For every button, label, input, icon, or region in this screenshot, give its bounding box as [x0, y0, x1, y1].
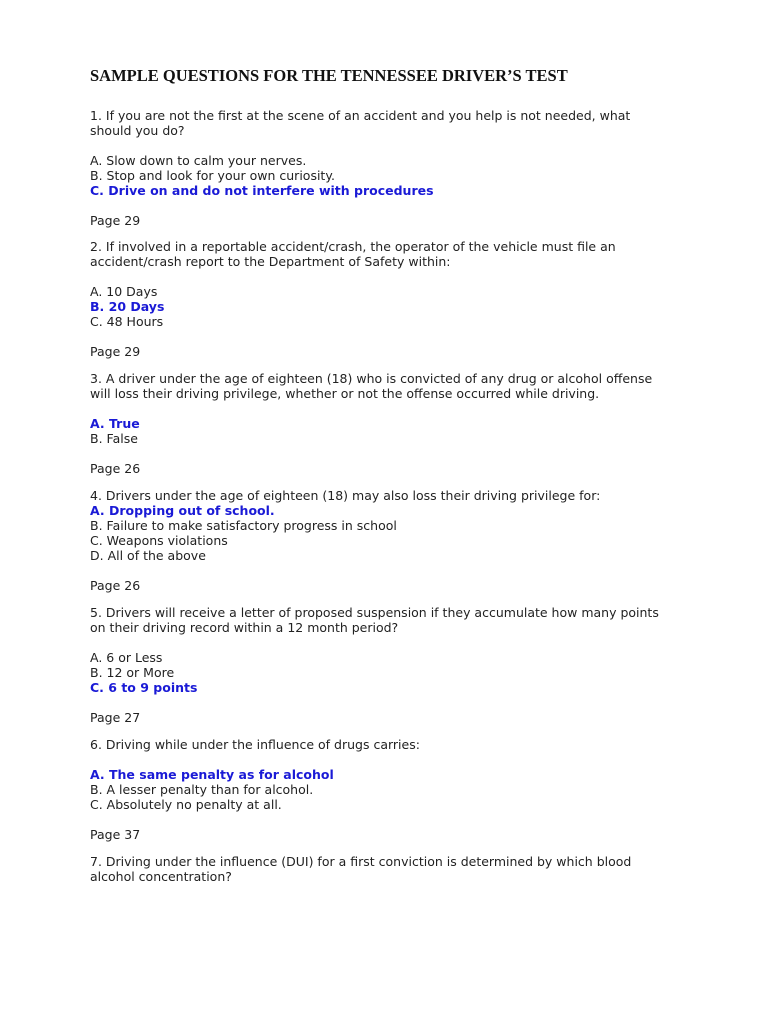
page-reference: Page 29: [90, 344, 141, 359]
question-text-line: 5. Drivers will receive a letter of proposed suspension if they accumulate how many points: [90, 605, 659, 620]
question-3: [90, 371, 653, 476]
question-text-line: 2. If involved in a reportable accident/crash, the operator of the vehicle must file an: [90, 239, 616, 254]
question-text-line: should you do?: [90, 123, 185, 138]
question-text-line: 3. A driver under the age of eighteen (18) who is convicted of any drug or alcohol offense: [90, 371, 653, 386]
correct-answer-option: C. Drive on and do not interfere with procedures: [90, 183, 434, 198]
correct-answer-option: A. True: [90, 416, 140, 431]
question-text-line: will loss their driving privilege, whether or not the offense occurred while driving.: [90, 386, 600, 401]
answer-option: D. All of the above: [90, 548, 206, 563]
question-7: [90, 854, 650, 884]
correct-answer-option: A. The same penalty as for alcohol: [90, 767, 334, 782]
answer-option: A. Slow down to calm your nerves.: [90, 153, 307, 168]
answer-option: A. 6 or Less: [90, 650, 163, 665]
question-text-line: accident/crash report to the Department of Safety within:: [90, 254, 451, 269]
answer-option: C. 48 Hours: [90, 314, 164, 329]
answer-option: B. Stop and look for your own curiosity.: [90, 168, 335, 183]
question-text-line: on their driving record within a 12 month period?: [90, 620, 399, 635]
page-reference: Page 37: [90, 827, 141, 842]
answer-option: B. 12 or More: [90, 665, 175, 680]
question-text-line: 7. Driving under the influence (DUI) for a first conviction is determined by which blood: [90, 854, 632, 869]
answer-option: B. False: [90, 431, 138, 446]
correct-answer-option: C. 6 to 9 points: [90, 680, 198, 695]
page-reference: Page 29: [90, 213, 141, 228]
question-text-line: 1. If you are not the first at the scene of an accident and you help is not needed, what: [90, 108, 631, 123]
answer-option: B. A lesser penalty than for alcohol.: [90, 782, 314, 797]
correct-answer-option: B. 20 Days: [90, 299, 165, 314]
question-text-line: 6. Driving while under the influence of drugs carries:: [90, 737, 420, 752]
page-reference: Page 26: [90, 578, 141, 593]
answer-option: C. Absolutely no penalty at all.: [90, 797, 282, 812]
question-2: [90, 239, 650, 359]
question-6: [90, 737, 650, 842]
correct-answer-option: A. Dropping out of school.: [90, 503, 275, 518]
question-4: [90, 488, 650, 593]
question-text-line: 4. Drivers under the age of eighteen (18) may also loss their driving privilege for:: [90, 488, 601, 503]
question-text-line: alcohol concentration?: [90, 869, 232, 884]
question-1: [90, 108, 650, 228]
page-title: SAMPLE QUESTIONS FOR THE TENNESSEE DRIVER’S TEST: [90, 66, 568, 85]
answer-option: C. Weapons violations: [90, 533, 228, 548]
answer-option: B. Failure to make satisfactory progress in school: [90, 518, 397, 533]
answer-option: A. 10 Days: [90, 284, 158, 299]
page-reference: Page 27: [90, 710, 141, 725]
question-5: [90, 605, 659, 725]
page-reference: Page 26: [90, 461, 141, 476]
